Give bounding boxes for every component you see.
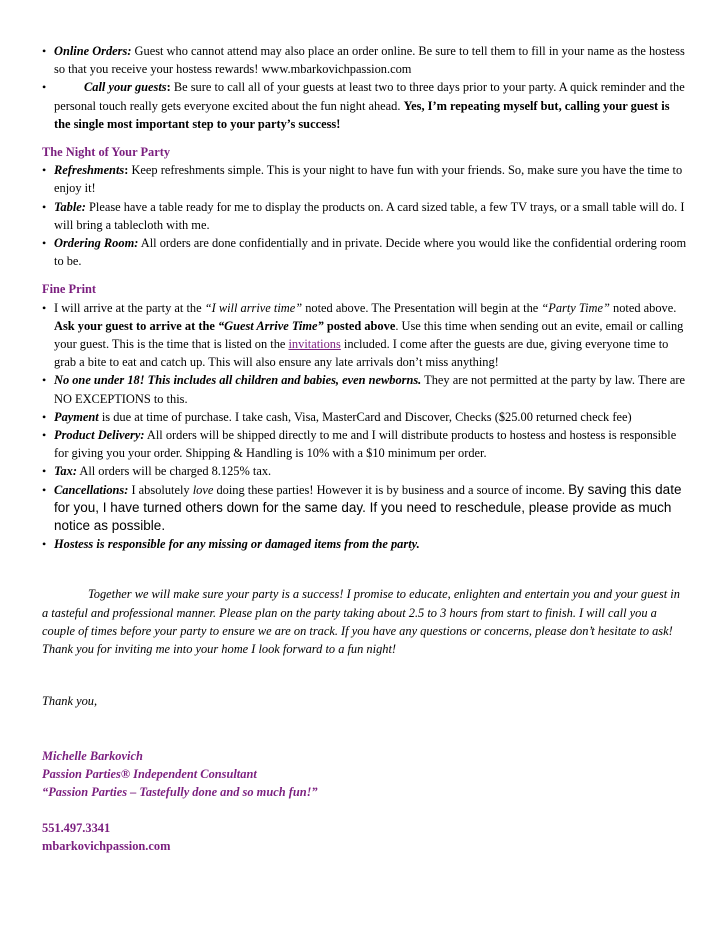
- arrival-text-4: . Use this time when sending out an evite, email or calling your guest. This is the time that is listed on the: [54, 318, 684, 352]
- list-item-arrival: [42, 299, 687, 372]
- table-text: Please have a table ready for me to display the products on. A card sized table, a few TV trays, or a small table will do. I will bring a tablecloth with me.: [54, 199, 685, 232]
- list-item-ordering-room: [42, 234, 687, 270]
- call-guests-emphasis: Yes, I’m repeating myself but, calling your guest is the single most important step to your party’s success!: [54, 98, 670, 131]
- cancellations-label: Cancellations:: [54, 482, 129, 497]
- fine-print-bullet-list: [42, 299, 687, 554]
- bullet-icon: •: [42, 482, 47, 497]
- list-item-payment: [42, 408, 687, 426]
- cancellations-text-1: I absolutely: [128, 482, 193, 497]
- signature-title: Passion Parties® Independent Consultant: [42, 766, 257, 781]
- list-item-hostess-responsibility: [42, 535, 687, 553]
- list-item-online-orders: [42, 42, 687, 78]
- bullet-icon: •: [42, 199, 47, 214]
- refreshments-label: Refreshments: [54, 163, 125, 178]
- call-guests-text: Be sure to call all of your guests at least two to three days prior to your party. A quick reminder and the personal touch really gets everyone excited about the fun night ahead.: [54, 80, 685, 113]
- list-item-refreshments: [42, 161, 687, 197]
- ordering-room-text: All orders are done confidentially and in private. Decide where you would like the confidential ordering room to be.: [54, 236, 687, 269]
- online-orders-label: Online Orders:: [54, 44, 132, 58]
- list-item-under-18: [42, 371, 687, 407]
- product-delivery-label: Product Delivery:: [54, 428, 145, 443]
- list-item-cancellations: [42, 481, 687, 536]
- arrive-time-quote: “I will arrive time”: [204, 300, 303, 315]
- list-item-tax: [42, 462, 687, 480]
- night-of-party-heading: The Night of Your Party: [42, 145, 171, 160]
- top-bullet-list: [42, 42, 687, 133]
- refreshments-text: Keep refreshments simple. This is your night to have fun with your friends. So, make sure you have the time to enjoy it!: [54, 163, 683, 196]
- contact-website: mbarkovichpassion.com: [42, 839, 171, 854]
- tax-label: Tax:: [54, 464, 77, 479]
- bullet-icon: •: [42, 163, 47, 178]
- table-label: Table:: [54, 199, 86, 214]
- fine-print-heading: Fine Print: [42, 282, 97, 297]
- arrival-text-1: I will arrive at the party at the: [54, 300, 205, 315]
- online-orders-text: Guest who cannot attend may also place an order online. Be sure to tell them to fill in your name as the hostess so that you receive your hostess rewards! www.mbarkovichpassion.com: [54, 44, 685, 77]
- refreshments-colon: :: [124, 163, 129, 178]
- bullet-icon: •: [42, 428, 47, 443]
- thank-you-line: Thank you,: [42, 694, 98, 709]
- call-guests-label: Call your guests: [84, 80, 167, 95]
- closing-paragraph: [42, 585, 687, 658]
- arrival-bold-2: posted above: [323, 318, 396, 333]
- under-18-label: No one under 18! This includes all children and babies, even newborns.: [54, 373, 422, 388]
- bullet-icon: •: [42, 537, 47, 552]
- bullet-icon: •: [42, 409, 47, 424]
- cancellations-text-2: doing these parties! However it is by business and a source of income.: [213, 482, 569, 497]
- arrival-bold-1: Ask your guest to arrive at the: [54, 318, 218, 333]
- bullet-icon: •: [42, 300, 47, 315]
- bullet-icon: •: [42, 44, 47, 58]
- guest-arrive-time-quote: “Guest Arrive Time”: [217, 318, 324, 333]
- payment-text: is due at time of purchase. I take cash, Visa, MasterCard and Discover, Checks ($25.00 returned check fee): [98, 409, 632, 424]
- bullet-icon: •: [42, 464, 47, 479]
- signature-tagline: “Passion Parties – Tastefully done and so much fun!”: [42, 784, 318, 799]
- document-page: [42, 42, 687, 856]
- signature-name: Michelle Barkovich: [42, 748, 143, 763]
- contact-block: [42, 819, 687, 855]
- invitations-link[interactable]: invitations: [288, 337, 341, 352]
- call-guests-colon: :: [166, 80, 171, 95]
- product-delivery-text: All orders will be shipped directly to me and I will distribute products to hostess and hostess is responsible for giving you your order. Shipping & Handling is 10% with a $10 minimum per order.: [54, 428, 677, 461]
- payment-label: Payment: [54, 409, 99, 424]
- list-item-product-delivery: [42, 426, 687, 462]
- arrival-text-3: noted above.: [609, 300, 677, 315]
- bullet-icon: •: [42, 236, 47, 251]
- arrival-text-2: noted above. The Presentation will begin at the: [302, 300, 542, 315]
- tax-text: All orders will be charged 8.125% tax.: [76, 464, 272, 479]
- night-bullet-list: [42, 161, 687, 270]
- party-time-quote: “Party Time”: [541, 300, 610, 315]
- arrival-text-5: included. I come after the guests are due, giving everyone time to grab a bite to eat and catch up. This will also ensure any late arrivals don’t miss anything!: [54, 337, 669, 370]
- list-item-call-guests: [42, 78, 687, 133]
- closing-text: Together we will make sure your party is a success! I promise to educate, enlighten and entertain you and your guest in a tasteful and professional manner. Please plan on the party taking about 2.5 to 3 hours from start to finish. I will call you a couple of times before your party to ensure we are on track. If you have any questions or concerns, please don’t hesitate to ask! Thank you for inviting me into your home I look forward to a fun night!: [42, 587, 680, 657]
- under-18-text: They are not permitted at the party by law. There are NO EXCEPTIONS to this.: [54, 373, 685, 406]
- bullet-icon: •: [42, 373, 47, 388]
- bullet-icon: •: [42, 80, 47, 95]
- hostess-responsibility-label: Hostess is responsible for any missing or damaged items from the party.: [54, 537, 420, 552]
- cancellations-text-3: By saving this date for you, I have turned others down for the same day. If you need to reschedule, please provide as much notice as possible.: [54, 481, 682, 534]
- ordering-room-label: Ordering Room:: [54, 236, 139, 251]
- cancellations-love: love: [192, 482, 214, 497]
- signature-block: [42, 747, 687, 802]
- list-item-table: [42, 198, 687, 234]
- contact-phone: 551.497.3341: [42, 821, 111, 836]
